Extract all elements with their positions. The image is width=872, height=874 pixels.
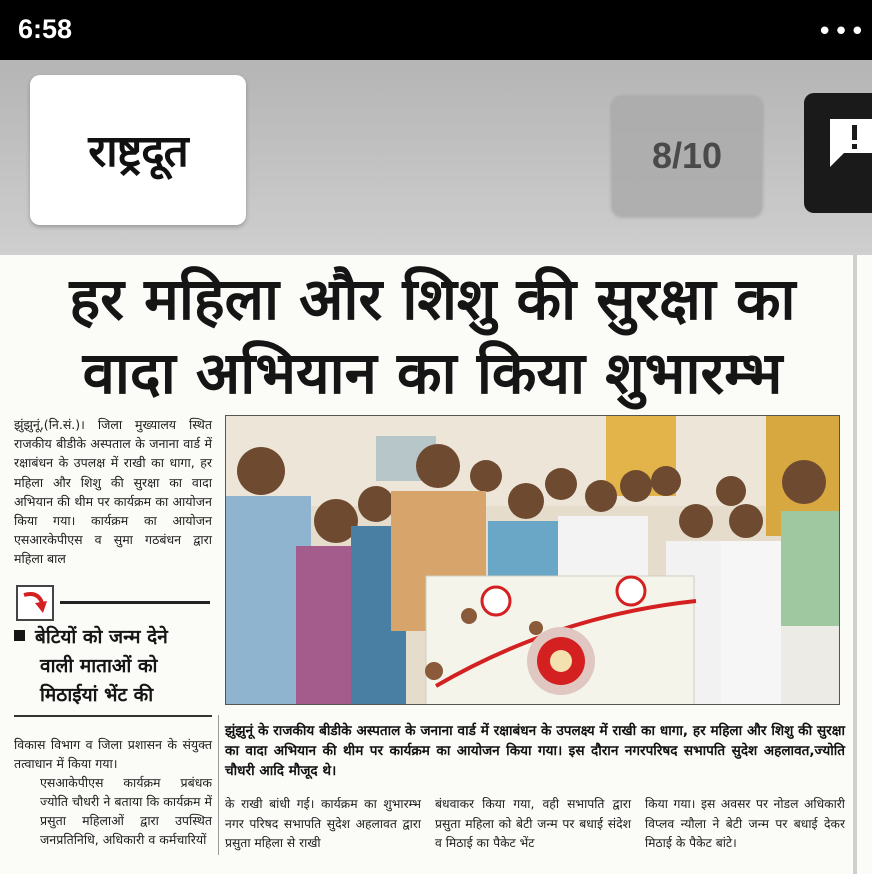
newspaper-logo[interactable] bbox=[30, 75, 246, 225]
article-column-a: के राखी बांधी गई। कार्यक्रम का शुभारम्भ नगर परिषद सभापति सुदेश अहलावत द्वारा प्रसुता महिला से राखी bbox=[225, 797, 421, 850]
subhead-line-2: वाली माताओं को bbox=[40, 655, 158, 677]
app-bar bbox=[0, 60, 872, 255]
bullet-icon bbox=[14, 630, 25, 641]
headline-line-1: हर महिला और शिशु की सुरक्षा का bbox=[69, 265, 796, 333]
overflow-menu-icon[interactable]: ••• bbox=[816, 17, 866, 47]
logo-text: राष्ट्रदूत bbox=[88, 126, 188, 177]
article-bottom-columns bbox=[225, 795, 845, 855]
subhead-rule bbox=[14, 715, 212, 717]
article-column-b: बंधवाकर किया गया, वही सभापति द्वारा प्रसुता महिला को बेटी जन्म पर बधाई संदेश व मिठाई का पैकेट भेंट bbox=[435, 797, 631, 850]
page-counter: 8/10 bbox=[612, 96, 762, 216]
subhead-line-1: बेटियों को जन्म देने bbox=[35, 626, 168, 648]
event-photo-illustration bbox=[226, 416, 840, 705]
left-lower-text-1: विकास विभाग व जिला प्रशासन के संयुक्त तत्वाधान में किया गया। bbox=[14, 737, 212, 771]
event-photo[interactable] bbox=[225, 415, 840, 705]
comment-alert-icon bbox=[828, 117, 872, 171]
article-left-lower bbox=[14, 735, 212, 849]
newspaper-clipping bbox=[0, 255, 872, 874]
section-divider bbox=[14, 585, 212, 623]
photo-caption: झुंझुनूं के राजकीय बीडीके अस्पताल के जनाना वार्ड में रक्षाबंधन के उपलक्ष्य में राखी का धागा, हर महिला और शिशु की सुरक्षा का वादा अभियान की थीम पर कार्यक्रम का आयोजन किया गया। इस दौरान नगरपरिषद सभापति सुदेश अहलावत,ज्योति चौधरी आदि मौजूद थे। bbox=[225, 723, 845, 779]
article-intro: झुंझुनूं,(नि.सं.)। जिला मुख्यालय स्थित राजकीय बीडीके अस्पताल के जनाना वार्ड में रक्षाबंधन के उपलक्ष में राखी का धागा, हर महिला और शिशु की सुरक्षा का वादा अभियान की थीम पर कार्यक्रम का आयोजन किया गया। कार्यक्रम का आयोजन एसआरकेपीएस व सुमा गठबंधन द्वारा महिला बाल bbox=[14, 417, 212, 567]
subhead-line-3: मिठाईयां भेंट की bbox=[40, 684, 154, 706]
left-lower-text-2: एसआकेपीएस कार्यक्रम प्रबंधक ज्योति चौधरी ने बताया कि कार्यक्रम में प्रसुता महिलाओं द्वारा उपस्थित जनप्रतिनिधि, अधिकारी व कर्मचारियों bbox=[40, 775, 212, 847]
status-time: 6:58 bbox=[18, 14, 73, 44]
column-separator bbox=[218, 715, 219, 855]
headline-line-2: वादा अभियान का किया शुभारम्भ bbox=[82, 339, 783, 407]
comment-button[interactable] bbox=[804, 93, 872, 213]
article-column-c: किया गया। इस अवसर पर नोडल अधिकारी विप्लव न्यौला ने बेटी जन्म पर बधाई देकर मिठाई के पैकेट बांटे। bbox=[645, 797, 845, 850]
status-bar bbox=[0, 0, 872, 60]
divider-rule bbox=[60, 601, 210, 604]
sub-headline bbox=[14, 623, 214, 710]
red-arrow-icon bbox=[16, 585, 54, 621]
